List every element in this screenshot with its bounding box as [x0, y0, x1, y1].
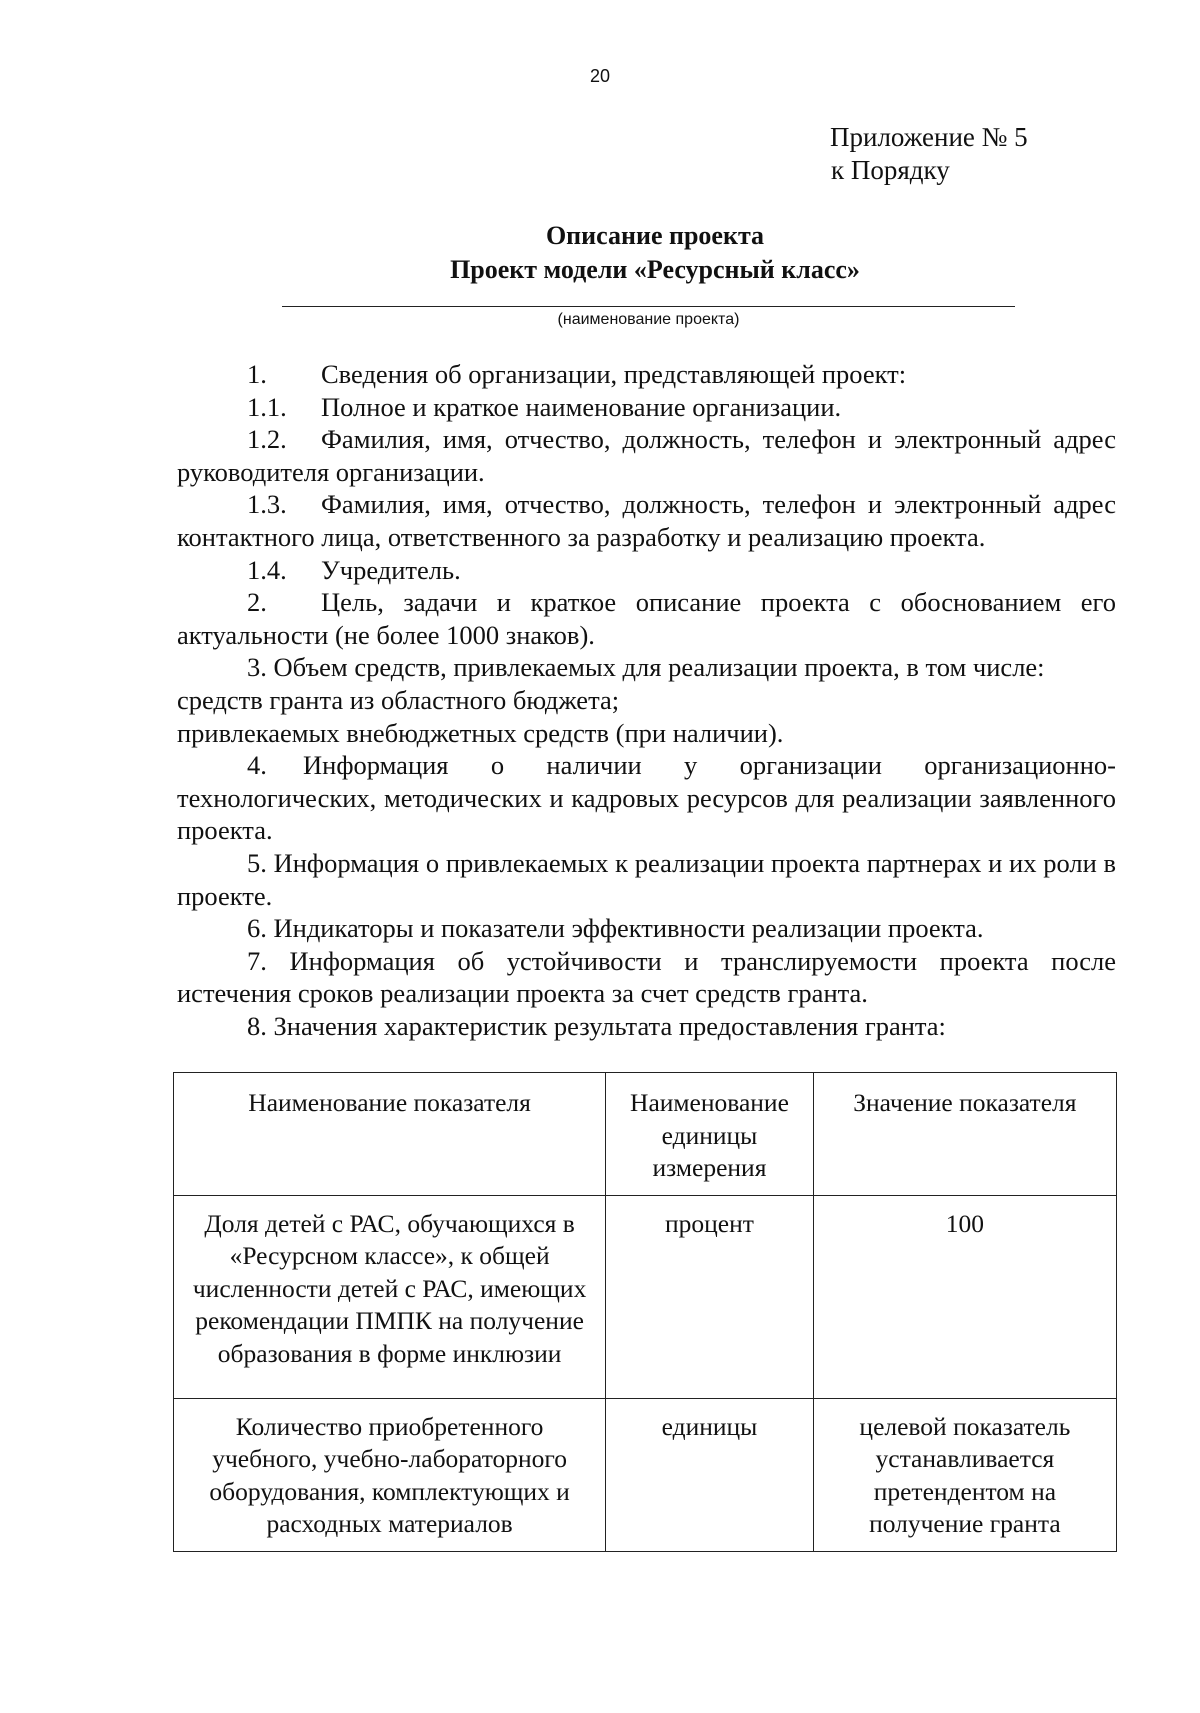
list-item-1-2 — [177, 423, 1116, 488]
project-name-underline — [282, 306, 1015, 307]
cell-indicator-name: Количество приобретенного учебного, учебно-лабораторного оборудования, комплектующих и расходных материалов — [174, 1398, 606, 1551]
item-number: 1.3. — [247, 489, 287, 520]
table-header-row — [174, 1073, 1117, 1196]
list-item-8: 8. Значения характеристик результата предоставления гранта: — [247, 1010, 946, 1041]
list-item-6: 6. Индикаторы и показатели эффективности реализации проекта. — [247, 913, 984, 944]
item-number: 1.2. — [247, 424, 287, 455]
grant-result-indicators-table — [173, 1072, 1117, 1552]
item-text: Фамилия, имя, отчество, должность, телефон и электронный адрес контактного лица, ответственного за разработку и реализацию проекта. — [177, 489, 1116, 552]
table-row — [174, 1398, 1117, 1551]
item-text: Учредитель. — [321, 554, 461, 585]
item-text: Полное и краткое наименование организации. — [321, 391, 842, 422]
list-item-3-grant-funds: средств гранта из областного бюджета; — [177, 684, 620, 715]
list-item-5: 5. Информация о привлекаемых к реализации проекта партнерах и их роли в проекте. — [177, 847, 1116, 911]
list-item-3-extra-funds: привлекаемых внебюджетных средств (при наличии). — [177, 717, 784, 748]
project-name-caption: (наименование проекта) — [557, 311, 740, 328]
cell-unit: процент — [606, 1195, 814, 1398]
header-unit-name: Наименование единицы измерения — [606, 1073, 814, 1196]
header-indicator-value: Значение показателя — [813, 1073, 1116, 1196]
header-indicator-name: Наименование показателя — [174, 1073, 606, 1196]
list-item-2 — [177, 586, 1116, 651]
appendix-reference — [830, 121, 1028, 187]
item-number: 2. — [247, 587, 267, 618]
cell-value: целевой показатель устанавливается претендентом на получение гранта — [813, 1398, 1116, 1551]
appendix-line-2: к Порядку — [831, 155, 950, 185]
item-number: 1.1. — [247, 391, 287, 422]
item-text: Сведения об организации, представляющей проект: — [321, 359, 907, 389]
title-line-1: Описание проекта — [545, 221, 765, 250]
list-item-3: 3. Объем средств, привлекаемых для реализации проекта, в том числе: — [247, 652, 1045, 683]
cell-unit: единицы — [606, 1398, 814, 1551]
item-text: Информация о наличии у организации организационно-технологических, методических и кадровых ресурсов для реализации заявленного проекта. — [177, 750, 1116, 846]
item-text: Фамилия, имя, отчество, должность, телефон и электронный адрес руководителя организации. — [177, 424, 1116, 487]
document-body — [177, 358, 1116, 1042]
title-line-2: Проект модели «Ресурсный класс» — [450, 255, 860, 284]
list-item-7: 7. Информация об устойчивости и транслируемости проекта после истечения сроков реализации проекта за счет средств гранта. — [177, 945, 1116, 1009]
list-item-4 — [177, 749, 1116, 847]
document-title — [0, 219, 1200, 287]
cell-indicator-name: Доля детей с РАС, обучающихся в «Ресурсном классе», к общей численности детей с РАС, имеющих рекомендации ПМПК на получение образования в форме инклюзии — [174, 1195, 606, 1398]
list-item-1-1 — [177, 391, 1116, 424]
cell-value: 100 — [813, 1195, 1116, 1398]
table-row — [174, 1195, 1117, 1398]
list-item-1-3 — [177, 488, 1116, 553]
list-item-1 — [177, 358, 1116, 391]
item-number: 4. — [247, 750, 267, 781]
item-number: 1. — [247, 359, 267, 389]
list-item-1-4 — [177, 554, 1116, 587]
item-text: Цель, задачи и краткое описание проекта с обоснованием его актуальности (не более 1000 знаков). — [177, 587, 1116, 650]
item-number: 1.4. — [247, 554, 287, 585]
appendix-line-1: Приложение № 5 — [830, 122, 1028, 152]
page-number: 20 — [589, 66, 611, 86]
